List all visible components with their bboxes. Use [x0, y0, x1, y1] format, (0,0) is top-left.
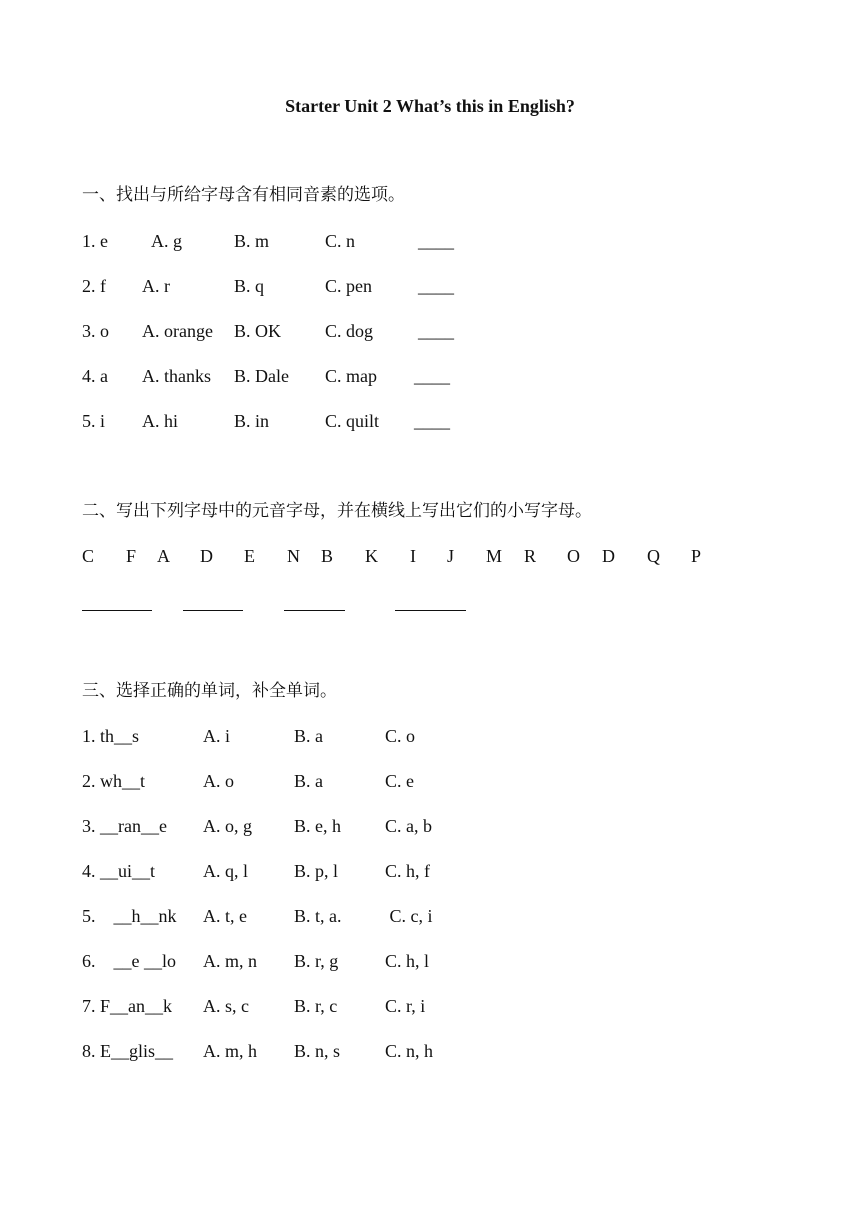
section3-item	[0, 815, 860, 837]
question-text: 2. wh__t	[82, 771, 145, 791]
letter: N	[287, 546, 300, 566]
option-b: B. t, a.	[294, 906, 342, 926]
question-text: 1. th__s	[82, 726, 140, 746]
option-b: B. q	[234, 276, 265, 296]
section1-item	[0, 410, 860, 432]
letter: C	[82, 546, 95, 566]
option-a: A. o	[203, 771, 234, 791]
answer-blank[interactable]: ____	[414, 411, 450, 431]
section3-item	[0, 905, 860, 927]
option-a: A. i	[203, 726, 230, 746]
option-a: A. s, c	[203, 996, 249, 1016]
option-b: B. Dale	[234, 366, 289, 386]
option-c: C. dog	[325, 321, 374, 341]
option-c: C. quilt	[325, 411, 380, 431]
option-b: B. a	[294, 726, 323, 746]
question-text: 3. o	[82, 321, 109, 341]
option-c: C. e	[385, 771, 414, 791]
letter: O	[567, 546, 580, 566]
section3-item	[0, 995, 860, 1017]
option-a: A. g	[151, 231, 182, 251]
answer-blank[interactable]: ____	[414, 366, 450, 386]
page-title: Starter Unit 2 What’s this in English?	[285, 96, 575, 116]
section3-item	[0, 950, 860, 972]
option-b: B. r, g	[294, 951, 339, 971]
question-text: 8. E__glis__	[82, 1041, 174, 1061]
option-a: A. m, n	[203, 951, 257, 971]
option-c: C. c, i	[385, 906, 433, 926]
letter: R	[524, 546, 537, 566]
letter: D	[602, 546, 615, 566]
question-text: 3. __ran__e	[82, 816, 167, 836]
letter: J	[447, 546, 455, 566]
option-b: B. p, l	[294, 861, 339, 881]
section3-item	[0, 860, 860, 882]
option-b: B. a	[294, 771, 323, 791]
option-b: B. e, h	[294, 816, 341, 836]
answer-blank[interactable]: ____	[418, 276, 454, 296]
letter: F	[126, 546, 137, 566]
option-b: B. m	[234, 231, 270, 251]
letter: B	[321, 546, 334, 566]
section3-heading: 三、选择正确的单词，补全单词。	[82, 681, 337, 701]
answer-blank[interactable]: ____	[418, 321, 454, 341]
letter: K	[365, 546, 378, 566]
option-a: A. r	[142, 276, 170, 296]
section1-heading: 一、找出与所给字母含有相同音素的选项。	[82, 185, 405, 205]
answer-line[interactable]	[284, 610, 345, 611]
question-text: 5. i	[82, 411, 106, 431]
question-text: 4. a	[82, 366, 108, 386]
section3-item	[0, 770, 860, 792]
letter: M	[486, 546, 503, 566]
option-c: C. map	[325, 366, 377, 386]
option-a: A. thanks	[142, 366, 211, 386]
section3-item	[0, 725, 860, 747]
letter: A	[157, 546, 170, 566]
answer-line[interactable]	[395, 610, 466, 611]
option-a: A. q, l	[203, 861, 248, 881]
question-text: 5. __h__nk	[82, 906, 177, 926]
answer-line[interactable]	[82, 610, 152, 611]
option-b: B. OK	[234, 321, 282, 341]
option-a: A. orange	[142, 321, 213, 341]
option-c: C. a, b	[385, 816, 432, 836]
section1-item	[0, 365, 860, 387]
question-text: 2. f	[82, 276, 106, 296]
letter: P	[691, 546, 702, 566]
letter: D	[200, 546, 213, 566]
question-text: 1. e	[82, 231, 108, 251]
section3-item	[0, 1040, 860, 1062]
option-c: C. n	[325, 231, 356, 251]
option-c: C. h, f	[385, 861, 430, 881]
question-text: 7. F__an__k	[82, 996, 172, 1016]
option-a: A. hi	[142, 411, 178, 431]
option-b: B. in	[234, 411, 270, 431]
option-c: C. pen	[325, 276, 372, 296]
section1-item	[0, 320, 860, 342]
question-text: 4. __ui__t	[82, 861, 156, 881]
letter-row	[0, 545, 860, 567]
option-a: A. o, g	[203, 816, 252, 836]
question-text: 6. __e __lo	[82, 951, 176, 971]
option-c: C. r, i	[385, 996, 426, 1016]
option-c: C. o	[385, 726, 416, 746]
section1-item	[0, 230, 860, 252]
letter: Q	[647, 546, 660, 566]
letter: E	[244, 546, 255, 566]
option-c: C. h, l	[385, 951, 430, 971]
option-c: C. n, h	[385, 1041, 434, 1061]
answer-line[interactable]	[183, 610, 243, 611]
section2-heading: 二、写出下列字母中的元音字母，并在横线上写出它们的小写字母。	[82, 501, 592, 521]
option-a: A. m, h	[203, 1041, 257, 1061]
option-b: B. r, c	[294, 996, 338, 1016]
option-a: A. t, e	[203, 906, 247, 926]
letter: I	[410, 546, 416, 566]
option-b: B. n, s	[294, 1041, 341, 1061]
section1-item	[0, 275, 860, 297]
answer-blank[interactable]: ____	[418, 231, 454, 251]
